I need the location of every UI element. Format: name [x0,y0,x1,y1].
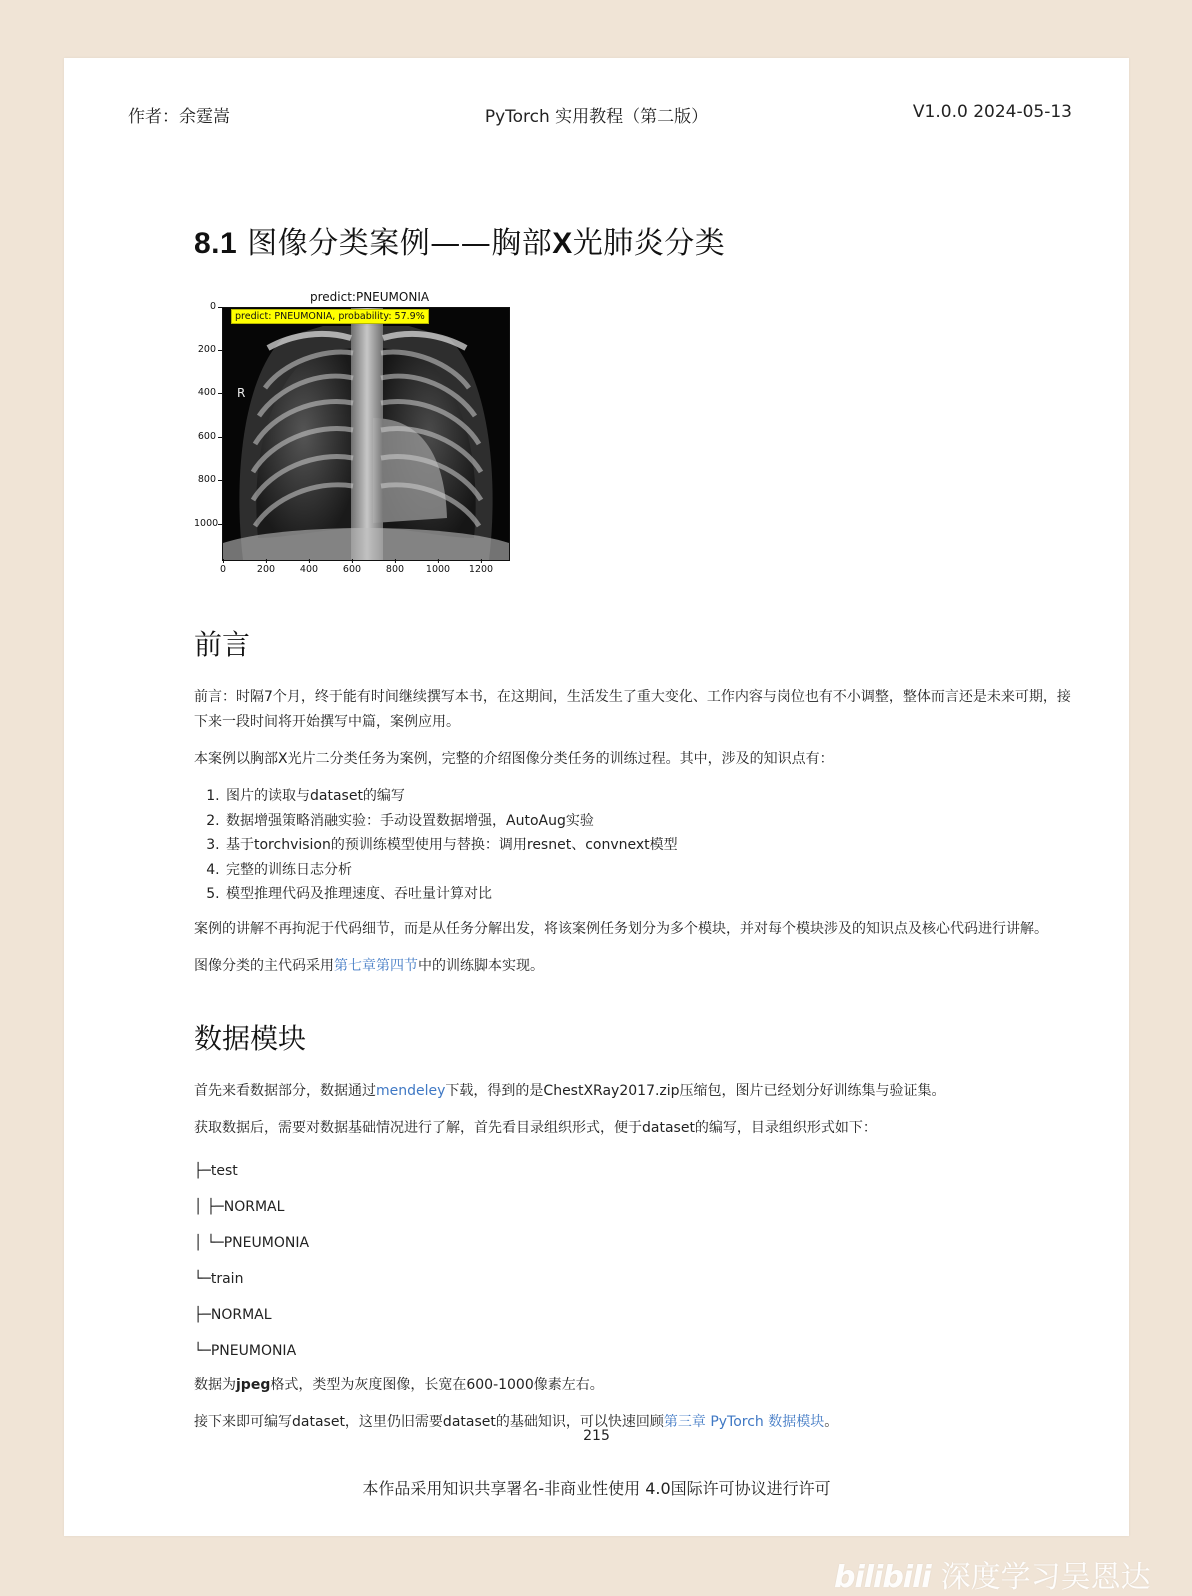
page-number: 215 [583,1428,610,1444]
y-tick: 0 [194,301,216,312]
side-marker: R [237,386,246,400]
prediction-label: predict: PNEUMONIA, probability: 57.9% [231,309,429,324]
list-item: 2. 数据增强策略消融实验：手动设置数据增强，AutoAug实验 [224,809,1074,834]
x-tick: 1000 [425,564,451,575]
watermark-text: 深度学习吴恩达 [940,1560,1151,1595]
chest-xray-picture [223,308,509,560]
y-tick: 600 [194,431,216,442]
preface-heading: 前言 [194,628,251,661]
list-item: 3. 基于torchvision的预训练模型使用与替换：调用resnet、convnext模型 [224,833,1074,858]
y-tick: 200 [194,344,216,355]
list-item: 5. 模型推理代码及推理速度、吞吐量计算对比 [224,882,1074,907]
header-author: 作者：余霆嵩 [128,107,230,127]
tree-line: │ ├─NORMAL [194,1198,285,1215]
x-tick: 200 [256,564,276,575]
data-paragraph: 首先来看数据部分，数据通过mendeley下载，得到的是ChestXRay2017.zip压缩包，图片已经划分好训练集与验证集。 [194,1082,946,1099]
directory-tree [194,1153,1074,1369]
chapter3-link[interactable]: 第三章 PyTorch 数据模块 [663,1413,825,1430]
bilibili-logo: bilibili [834,1560,931,1595]
data-paragraph: 获取数据后，需要对数据基础情况进行了解，首先看目录组织形式，便于dataset的编写，目录组织形式如下： [194,1119,877,1136]
xray-figure [194,290,524,585]
license-footer: 本作品采用知识共享署名-非商业性使用 4.0国际许可协议进行许可 [362,1479,831,1498]
tree-line: ├─test [194,1162,238,1179]
x-tick: 600 [342,564,362,575]
preface-paragraph: 前言：时隔7个月，终于能有时间继续撰写本书，在这期间，生活发生了重大变化、工作内容与岗位也有不小调整，整体而言还是未来可期，接下来一段时间将开始撰写中篇，案例应用。 [194,689,1071,730]
document-page [64,58,1129,1536]
y-tick: 1000 [194,518,219,529]
y-tick: 400 [194,387,216,398]
preface-paragraph: 图像分类的主代码采用第七章第四节中的训练脚本实现。 [194,957,544,974]
section-title: 8.1 图像分类案例——胸部X光肺炎分类 [194,226,726,261]
data-paragraph: 数据为jpeg格式，类型为灰度图像，长宽在600-1000像素左右。 [194,1376,604,1393]
x-tick: 800 [385,564,405,575]
tree-line: └─train [194,1270,244,1287]
page-content [194,218,1074,1447]
data-paragraph: 接下来即可编写dataset，这里仍旧需要dataset的基础知识，可以快速回顾第三章 PyTorch 数据模块。 [194,1413,839,1430]
tree-line: ├─NORMAL [194,1306,272,1323]
data-module-heading: 数据模块 [194,1021,307,1055]
tree-line: └─PNEUMONIA [194,1342,297,1359]
mendeley-link[interactable]: mendeley [376,1082,446,1099]
watermark [834,1552,1151,1596]
list-item: 4. 完整的训练日志分析 [224,858,1074,883]
xray-image [222,307,510,561]
x-tick: 1200 [468,564,494,575]
preface-paragraph: 案例的讲解不再拘泥于代码细节，而是从任务分解出发，将该案例任务划分为多个模块，并对每个模块涉及的知识点及核心代码进行讲解。 [194,920,1048,937]
y-tick: 800 [194,474,216,485]
chapter7-link[interactable]: 第七章第四节 [334,957,418,974]
list-item: 1. 图片的读取与dataset的编写 [224,784,1074,809]
header-book-title: PyTorch 实用教程（第二版） [484,107,709,127]
knowledge-list [194,784,1074,907]
x-tick: 0 [219,564,227,575]
header-version: V1.0.0 2024-05-13 [912,102,1072,122]
tree-line: │ └─PNEUMONIA [194,1234,310,1251]
figure-title: predict:PNEUMONIA [310,290,430,304]
preface-paragraph: 本案例以胸部X光片二分类任务为案例，完整的介绍图像分类任务的训练过程。其中，涉及的知识点有： [194,751,834,767]
x-tick: 400 [299,564,319,575]
